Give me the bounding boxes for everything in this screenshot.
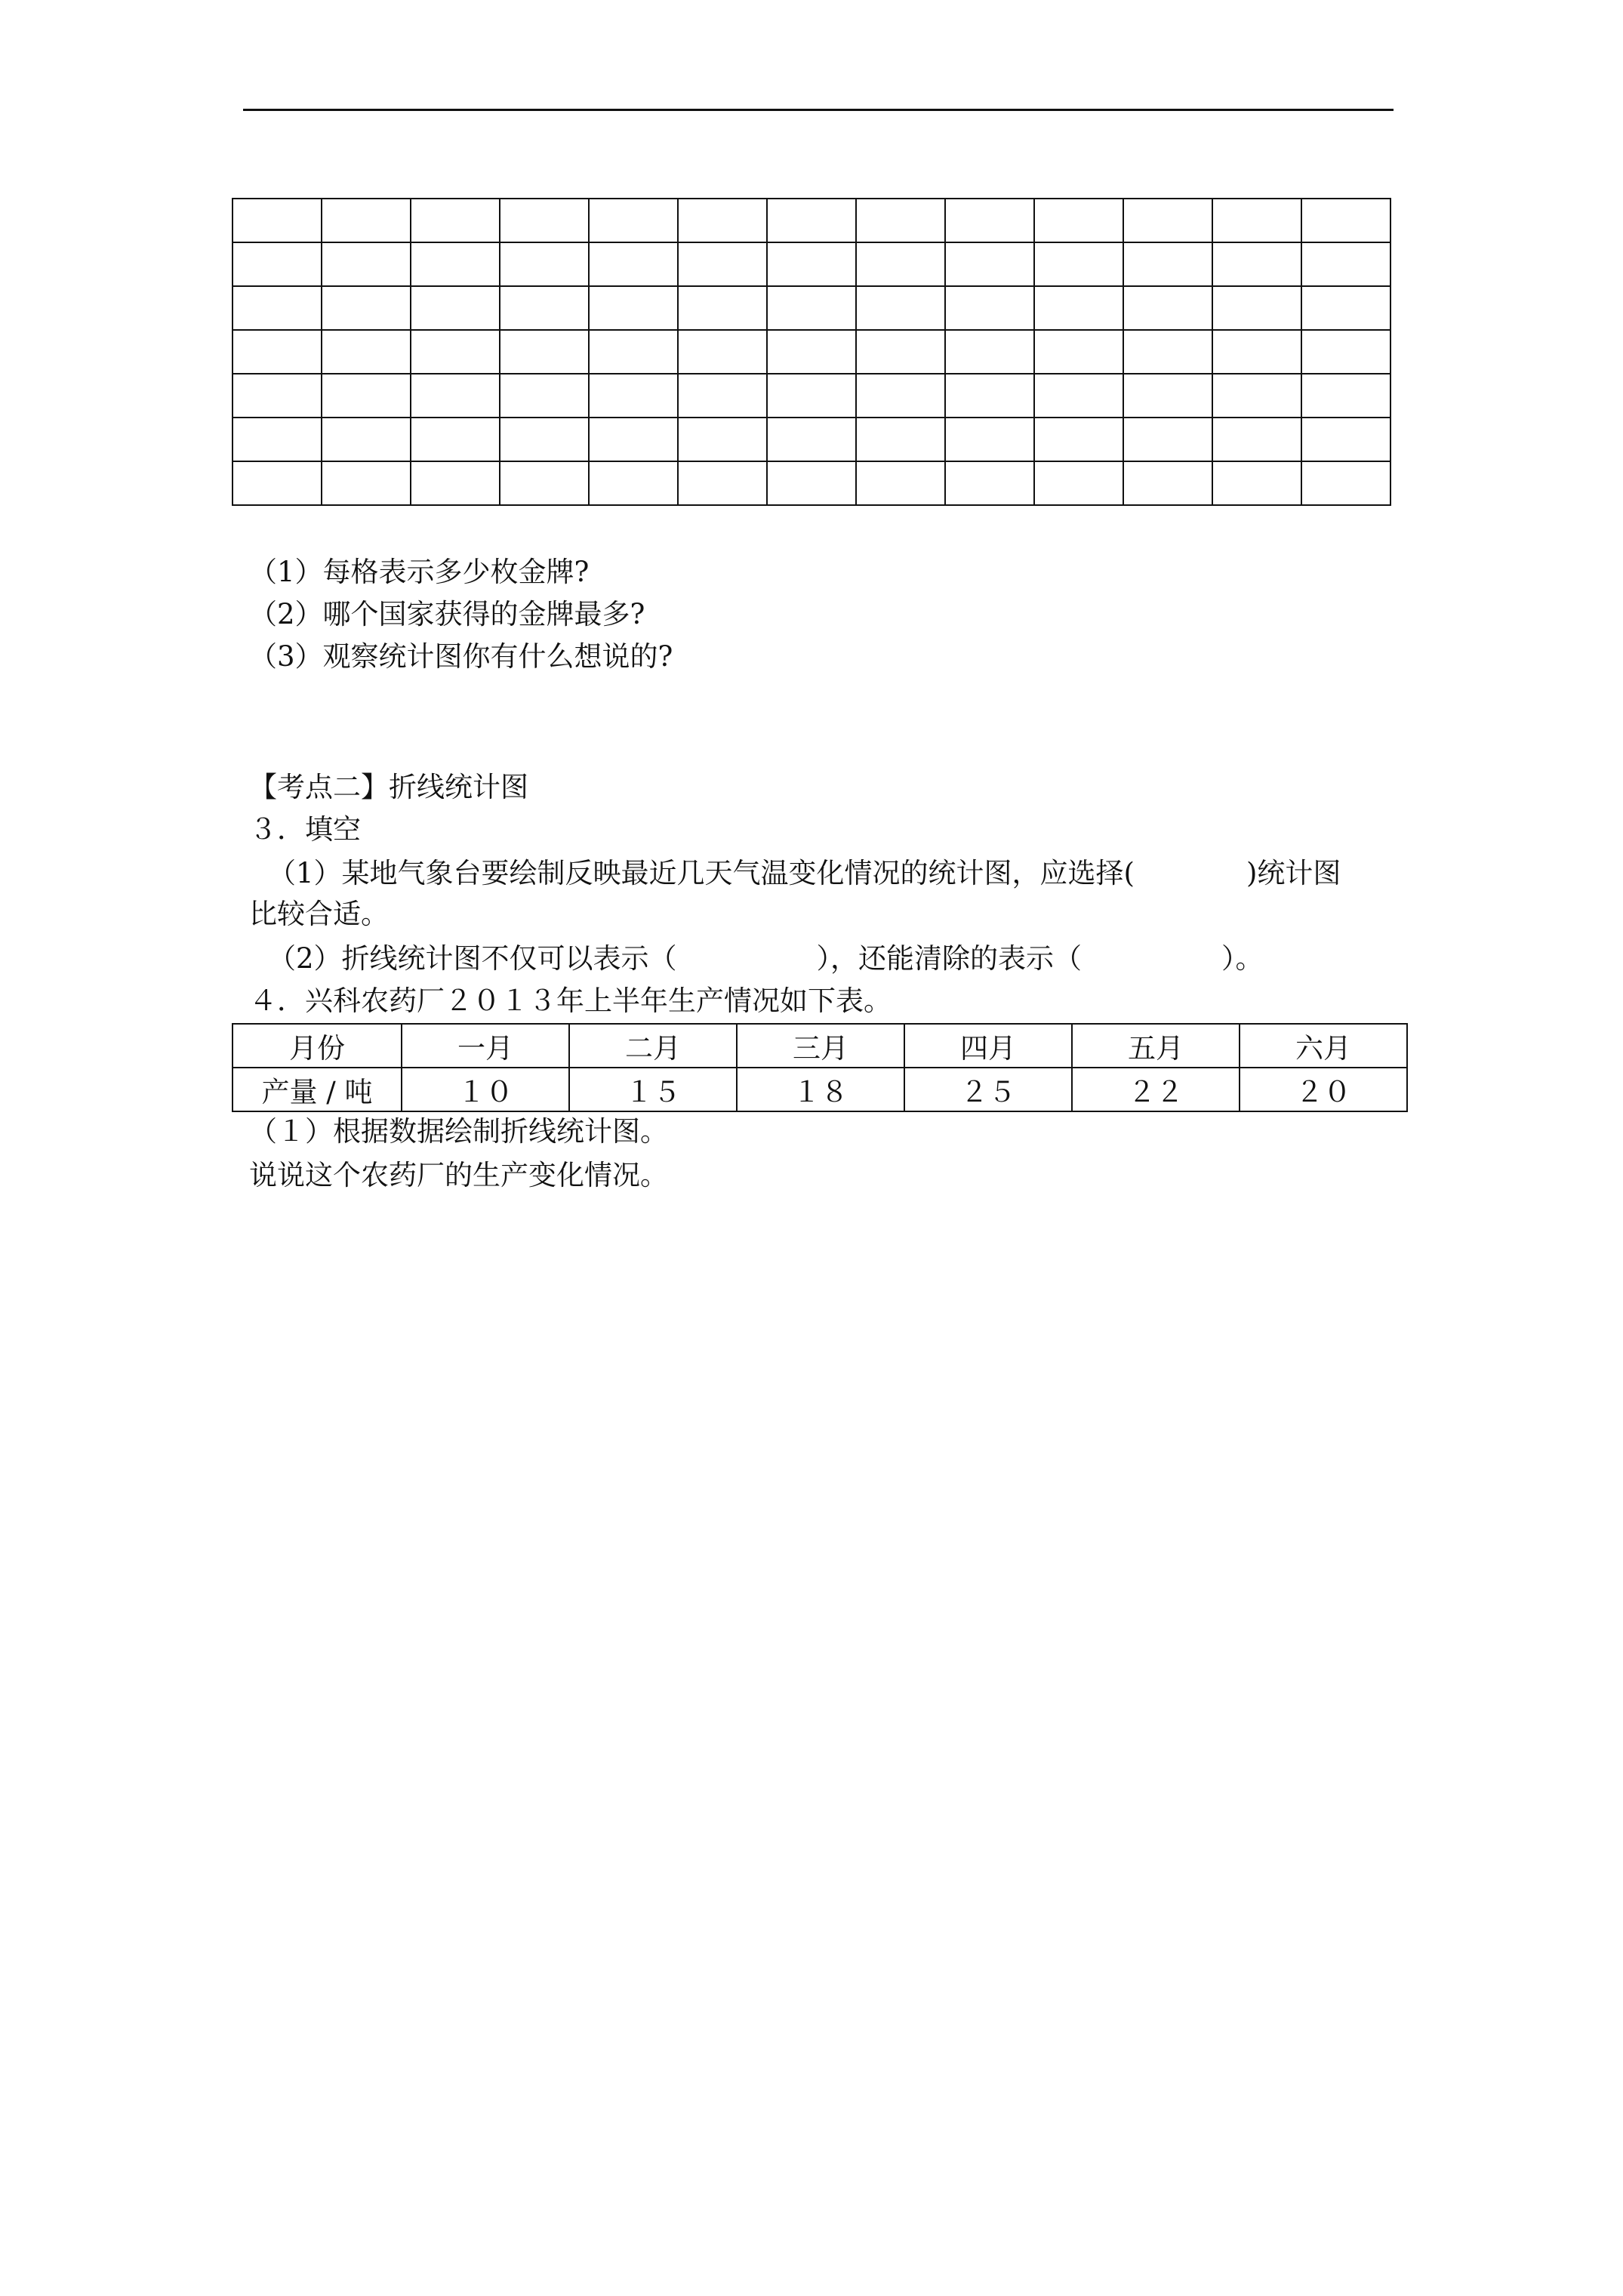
grid-cell — [767, 461, 856, 505]
grid-cell — [589, 330, 678, 374]
grid-cell — [945, 418, 1034, 461]
grid-cell — [1123, 286, 1212, 330]
grid-cell — [678, 286, 767, 330]
grid-cell — [856, 242, 945, 286]
grid-cell — [945, 461, 1034, 505]
grid-cell — [233, 374, 322, 418]
grid-cell — [678, 199, 767, 242]
grid-cell — [1301, 242, 1390, 286]
grid-cell — [767, 242, 856, 286]
header-rule — [243, 109, 1394, 111]
grid-cell — [233, 242, 322, 286]
grid-cell — [322, 374, 411, 418]
grid-cell — [322, 418, 411, 461]
grid-cell — [411, 330, 500, 374]
grid-cell — [856, 286, 945, 330]
grid-cell — [589, 374, 678, 418]
grid-cell — [1034, 418, 1123, 461]
question-3-1-line2: 比较合适。 — [249, 898, 389, 930]
month-cell: 四月 — [904, 1024, 1072, 1068]
grid-cell — [500, 330, 589, 374]
grid-cell — [322, 286, 411, 330]
grid-cell — [678, 461, 767, 505]
grid-cell — [767, 374, 856, 418]
grid-cell — [1212, 242, 1301, 286]
table-row — [233, 1068, 1407, 1111]
grid-row — [233, 461, 1390, 505]
grid-cell — [767, 418, 856, 461]
grid-cell — [1123, 330, 1212, 374]
grid-cell — [589, 461, 678, 505]
question-3-1-line1: （1）某地气象台要绘制反映最近几天气温变化情况的统计图，应选择( )统计图 — [268, 857, 1341, 889]
grid-cell — [1301, 286, 1390, 330]
grid-cell — [1301, 418, 1390, 461]
month-cell: 六月 — [1240, 1024, 1407, 1068]
month-cell: 五月 — [1072, 1024, 1240, 1068]
grid-cell — [500, 199, 589, 242]
month-cell: 一月 — [402, 1024, 569, 1068]
output-value-cell: １５ — [569, 1068, 737, 1111]
table-header-row — [233, 1024, 1407, 1068]
month-header-cell: 月份 — [233, 1024, 402, 1068]
grid-cell — [411, 461, 500, 505]
grid-cell — [411, 374, 500, 418]
grid-cell — [589, 418, 678, 461]
grid-cell — [322, 199, 411, 242]
grid-cell — [1123, 418, 1212, 461]
grid-cell — [322, 242, 411, 286]
grid-cell — [856, 199, 945, 242]
grid-cell — [1301, 374, 1390, 418]
grid-cell — [1034, 461, 1123, 505]
question-3-title: ３．填空 — [249, 813, 361, 846]
grid-cell — [1212, 461, 1301, 505]
question-1-3: （3）观察统计图你有什么想说的? — [249, 640, 673, 673]
grid-cell — [678, 374, 767, 418]
month-cell: 二月 — [569, 1024, 737, 1068]
grid-cell — [856, 374, 945, 418]
question-1-1: （1）每格表示多少枚金牌? — [249, 556, 590, 588]
grid-cell — [500, 286, 589, 330]
grid-cell — [233, 330, 322, 374]
grid-cell — [233, 461, 322, 505]
grid-cell — [500, 242, 589, 286]
grid-cell — [678, 330, 767, 374]
grid-cell — [767, 286, 856, 330]
grid-cell — [589, 286, 678, 330]
month-cell: 三月 — [737, 1024, 904, 1068]
grid-cell — [411, 242, 500, 286]
question-3-2: （2）折线统计图不仅可以表示（ ），还能清除的表示（ ）。 — [268, 942, 1264, 975]
grid-cell — [411, 199, 500, 242]
output-value-cell: ２２ — [1072, 1068, 1240, 1111]
grid-row — [233, 418, 1390, 461]
grid-cell — [1123, 242, 1212, 286]
grid-cell — [500, 374, 589, 418]
grid-cell — [678, 242, 767, 286]
grid-row — [233, 199, 1390, 242]
grid-cell — [1123, 374, 1212, 418]
grid-cell — [1212, 374, 1301, 418]
production-table — [232, 1023, 1408, 1112]
grid-cell — [233, 418, 322, 461]
grid-cell — [1212, 418, 1301, 461]
grid-cell — [589, 242, 678, 286]
grid-cell — [1034, 199, 1123, 242]
grid-cell — [1301, 330, 1390, 374]
grid-cell — [1301, 461, 1390, 505]
grid-cell — [945, 374, 1034, 418]
grid-cell — [856, 461, 945, 505]
grid-cell — [411, 418, 500, 461]
grid-cell — [1034, 286, 1123, 330]
grid-row — [233, 286, 1390, 330]
question-4-title: ４．兴科农药厂２０１３年上半年生产情况如下表。 — [249, 985, 892, 1017]
output-label-cell: 产量 / 吨 — [233, 1068, 402, 1111]
grid-cell — [1034, 374, 1123, 418]
blank-chart-grid — [232, 198, 1391, 506]
grid-row — [233, 330, 1390, 374]
grid-cell — [1034, 330, 1123, 374]
question-4-2: 说说这个农药厂的生产变化情况。 — [249, 1159, 668, 1191]
grid-cell — [1034, 242, 1123, 286]
grid-cell — [1123, 461, 1212, 505]
grid-cell — [767, 330, 856, 374]
question-1-2: （2）哪个国家获得的金牌最多? — [249, 598, 645, 630]
grid-cell — [1301, 199, 1390, 242]
grid-cell — [411, 286, 500, 330]
grid-cell — [767, 199, 856, 242]
output-value-cell: ２５ — [904, 1068, 1072, 1111]
grid-cell — [945, 330, 1034, 374]
grid-cell — [1212, 286, 1301, 330]
grid-cell — [322, 461, 411, 505]
grid-cell — [1123, 199, 1212, 242]
section-heading: 【考点二】折线统计图 — [249, 771, 528, 803]
question-4-1: （１）根据数据绘制折线统计图。 — [249, 1115, 668, 1148]
output-value-cell: １８ — [737, 1068, 904, 1111]
output-value-cell: １０ — [402, 1068, 569, 1111]
grid-cell — [1212, 330, 1301, 374]
grid-cell — [945, 286, 1034, 330]
grid-cell — [500, 461, 589, 505]
grid-cell — [322, 330, 411, 374]
grid-row — [233, 374, 1390, 418]
grid-cell — [678, 418, 767, 461]
grid-cell — [945, 199, 1034, 242]
grid-cell — [945, 242, 1034, 286]
grid-cell — [589, 199, 678, 242]
grid-cell — [856, 418, 945, 461]
grid-cell — [233, 286, 322, 330]
grid-cell — [856, 330, 945, 374]
grid-row — [233, 242, 1390, 286]
output-value-cell: ２０ — [1240, 1068, 1407, 1111]
grid-cell — [1212, 199, 1301, 242]
grid-cell — [500, 418, 589, 461]
grid-cell — [233, 199, 322, 242]
